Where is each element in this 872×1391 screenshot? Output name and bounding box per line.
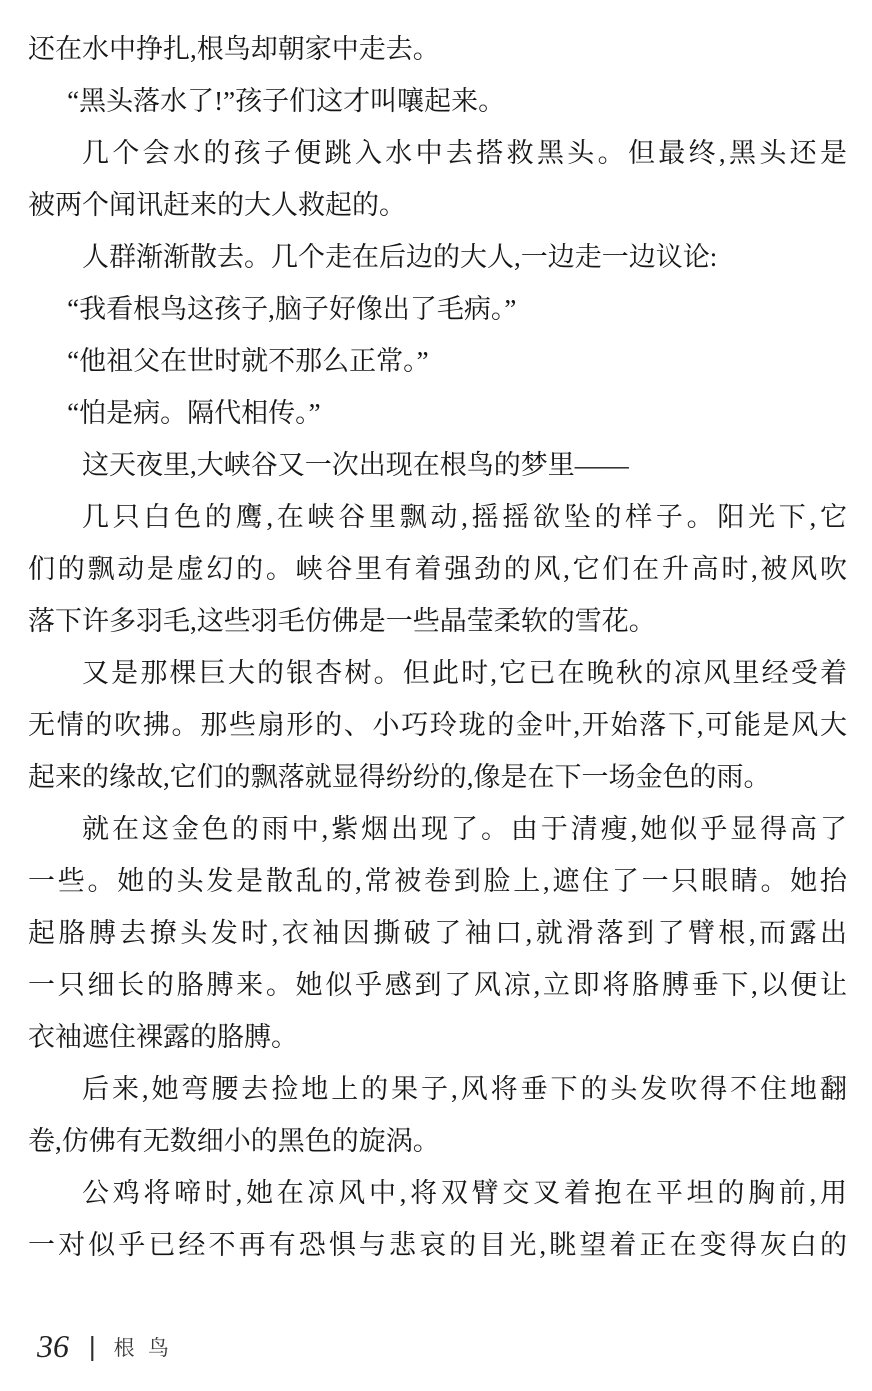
text-line: 一只细长的胳膊来。她似乎感到了风凉,立即将胳膊垂下,以便让 [28, 970, 847, 1000]
text-line: 又是那棵巨大的银杏树。但此时,它已在晚秋的凉风里经受着 [82, 658, 847, 688]
page-footer [37, 1328, 173, 1365]
text-line: 被两个闻讯赶来的大人救起的。 [28, 190, 406, 220]
text-line: 还在水中挣扎,根鸟却朝家中走去。 [28, 34, 440, 64]
text-line: 无情的吹拂。那些扇形的、小巧玲珑的金叶,开始落下,可能是风大 [28, 710, 847, 740]
text-line: 落下许多羽毛,这些羽毛仿佛是一些晶莹柔软的雪花。 [28, 606, 656, 636]
text-line: “怕是病。隔代相传。” [67, 398, 321, 428]
body-text [28, 23, 847, 1271]
text-line: 衣袖遮住裸露的胳膊。 [28, 1022, 298, 1052]
text-line: “我看根鸟这孩子,脑子好像出了毛病。” [67, 294, 517, 324]
text-line: 几个会水的孩子便跳入水中去搭救黑头。但最终,黑头还是 [82, 138, 847, 168]
text-line: 人群渐渐散去。几个走在后边的大人,一边走一边议论: [82, 242, 718, 272]
text-line: 起来的缘故,它们的飘落就显得纷纷的,像是在下一场金色的雨。 [28, 762, 771, 792]
text-line: 后来,她弯腰去捡地上的果子,风将垂下的头发吹得不住地翻 [82, 1074, 847, 1104]
text-line: “他祖父在世时就不那么正常。” [67, 346, 429, 376]
text-line: “黑头落水了!”孩子们这才叫嚷起来。 [67, 86, 506, 116]
book-title: 根 鸟 [113, 1335, 173, 1360]
text-line: 几只白色的鹰,在峡谷里飘动,摇摇欲坠的样子。阳光下,它 [82, 502, 847, 532]
text-line: 一些。她的头发是散乱的,常被卷到脸上,遮住了一只眼睛。她抬 [28, 866, 847, 896]
page-number: 36 [37, 1328, 69, 1364]
footer-separator: | [89, 1331, 96, 1361]
text-line: 就在这金色的雨中,紫烟出现了。由于清瘦,她似乎显得高了 [82, 814, 847, 844]
text-line: 公鸡将啼时,她在凉风中,将双臂交叉着抱在平坦的胸前,用 [82, 1178, 847, 1208]
text-line: 卷,仿佛有无数细小的黑色的旋涡。 [28, 1126, 440, 1156]
text-line: 起胳膊去撩头发时,衣袖因撕破了袖口,就滑落到了臂根,而露出 [28, 918, 847, 948]
text-line: 一对似乎已经不再有恐惧与悲哀的目光,眺望着正在变得灰白的 [28, 1230, 847, 1260]
text-line: 们的飘动是虚幻的。峡谷里有着强劲的风,它们在升高时,被风吹 [28, 554, 847, 584]
text-line: 这天夜里,大峡谷又一次出现在根鸟的梦里—— [82, 450, 629, 480]
